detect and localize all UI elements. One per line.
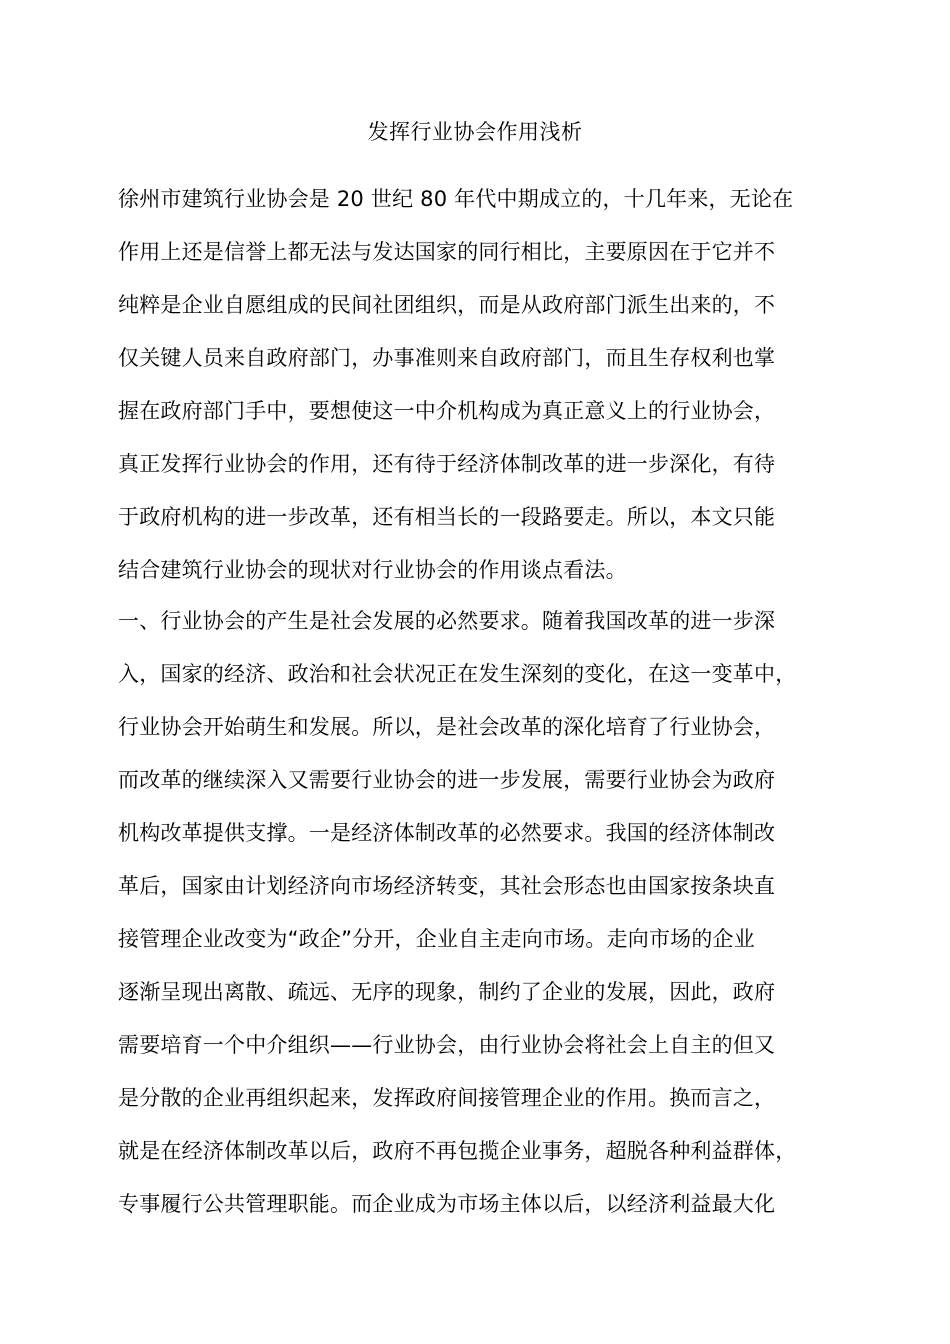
body-line: 而改革的继续深入又需要行业协会的进一步发展，需要行业协会为政府 xyxy=(118,768,776,792)
body-line: 仅关键人员来自政府部门，办事准则来自政府部门，而且生存权利也掌 xyxy=(118,346,776,370)
body-line: 是分散的企业再组织起来，发挥政府间接管理企业的作用。换而言之， xyxy=(118,1086,776,1110)
body-line: 专事履行公共管理职能。而企业成为市场主体以后，以经济利益最大化 xyxy=(118,1192,776,1216)
document-title: 发挥行业协会作用浅析 xyxy=(367,120,583,144)
body-line: 革后，国家由计划经济向市场经济转变，其社会形态也由国家按条块直 xyxy=(118,874,776,898)
body-line: 徐州市建筑行业协会是 20 世纪 80 年代中期成立的，十几年来，无论在 xyxy=(118,187,794,211)
body-line: 行业协会开始萌生和发展。所以，是社会改革的深化培育了行业协会， xyxy=(118,715,776,739)
body-line: 接管理企业改变为“政企”分开，企业自主走向市场。走向市场的企业 xyxy=(118,927,755,951)
body-line: 真正发挥行业协会的作用，还有待于经济体制改革的进一步深化，有待 xyxy=(118,452,776,476)
body-line: 握在政府部门手中，要想使这一中介机构成为真正意义上的行业协会， xyxy=(118,399,776,423)
body-line: 结合建筑行业协会的现状对行业协会的作用谈点看法。 xyxy=(118,558,627,582)
body-line: 入，国家的经济、政治和社会状况正在发生深刻的变化，在这一变革中， xyxy=(118,662,797,686)
body-line: 纯粹是企业自愿组成的民间社团组织，而是从政府部门派生出来的，不 xyxy=(118,293,776,317)
body-line: 于政府机构的进一步改革，还有相当长的一段路要走。所以，本文只能 xyxy=(118,505,776,529)
body-line: 逐渐呈现出离散、疏远、无序的现象，制约了企业的发展，因此，政府 xyxy=(118,980,776,1004)
body-line: 作用上还是信誉上都无法与发达国家的同行相比，主要原因在于它并不 xyxy=(118,240,776,264)
body-line: 机构改革提供支撑。一是经济体制改革的必然要求。我国的经济体制改 xyxy=(118,821,776,845)
body-line: 一、行业协会的产生是社会发展的必然要求。随着我国改革的进一步深 xyxy=(118,609,776,633)
body-line: 需要培育一个中介组织——行业协会，由行业协会将社会上自主的但又 xyxy=(118,1033,776,1057)
body-line: 就是在经济体制改革以后，政府不再包揽企业事务，超脱各种利益群体， xyxy=(118,1139,797,1163)
